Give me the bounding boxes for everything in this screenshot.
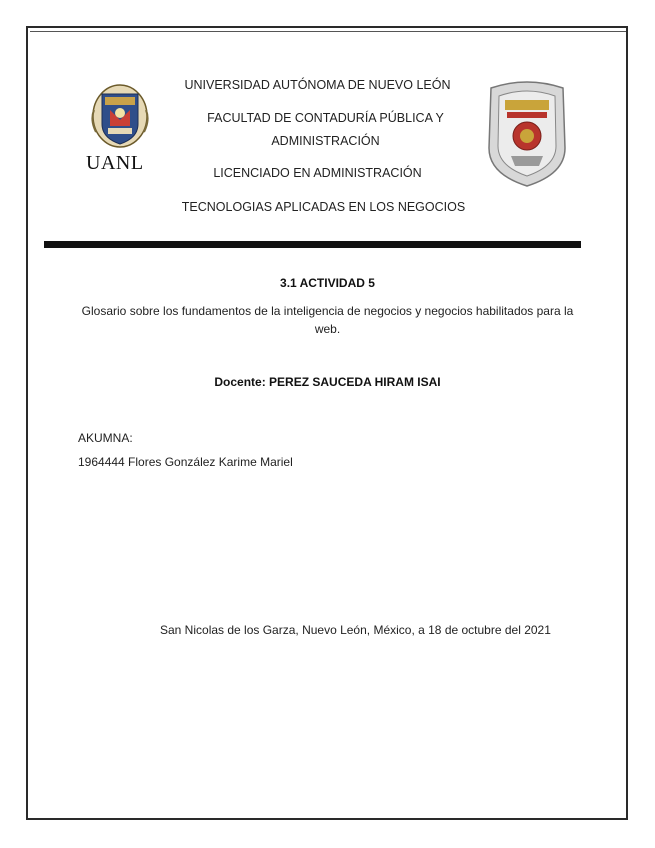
faculty-line-2: ADMINISTRACIÓN xyxy=(271,134,380,148)
header-rule xyxy=(44,241,581,248)
uanl-wordmark: UANL xyxy=(86,152,144,174)
activity-title: 3.1 ACTIVIDAD 5 xyxy=(280,276,375,290)
activity-description: Glosario sobre los fundamentos de la inteligencia de negocios y negocios habilitados para la web. xyxy=(81,304,574,336)
place-date: San Nicolas de los Garza, Nuevo León, México, a 18 de octubre del 2021 xyxy=(160,623,551,637)
university-name: UNIVERSIDAD AUTÓNOMA DE NUEVO LEÓN xyxy=(184,78,451,92)
faculty-line-1: FACULTAD DE CONTADURÍA PÚBLICA Y xyxy=(207,111,444,125)
top-divider xyxy=(30,31,626,32)
degree-name: LICENCIADO EN ADMINISTRACIÓN xyxy=(213,166,422,180)
student-label: AKUMNA: xyxy=(78,431,133,445)
teacher-name: Docente: PEREZ SAUCEDA HIRAM ISAI xyxy=(214,375,441,389)
student-name: 1964444 Flores González Karime Mariel xyxy=(78,455,293,469)
course-name: TECNOLOGIAS APLICADAS EN LOS NEGOCIOS xyxy=(181,200,466,214)
